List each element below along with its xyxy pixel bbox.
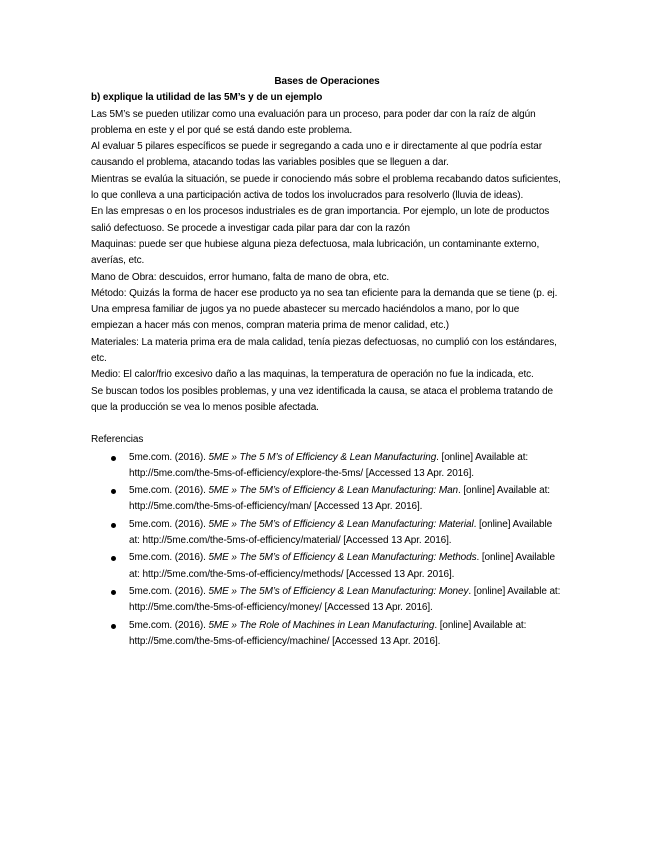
reference-title: 5ME » The 5M’s of Efficiency & Lean Manufacturing: Material [208,518,474,530]
paragraph-conclusion: Se buscan todos los posibles problemas, y una vez identificada la causa, se ataca el problema tratando de que la producción se vea lo menos posible afectada. [91,385,554,413]
reference-access: . [online] Available at: http://5me.com/the-5ms-of-efficiency/machine/ [Accessed 13 Apr. 2016]. [129,619,527,647]
reference-item [91,584,563,617]
reference-title: 5ME » The 5M’s of Efficiency & Lean Manufacturing: Methods [208,552,477,564]
reference-access: . [online] Available at: http://5me.com/the-5ms-of-efficiency/explore-the-5ms/ [Accessed 13 Apr. 2016]. [129,451,529,479]
reference-source: 5me.com. (2016). [129,485,209,497]
paragraph-machines: Maquinas: puede ser que hubiese alguna pieza defectuosa, mala lubricación, un contaminante externo, averías, etc. [91,238,540,267]
paragraph-intro: Las 5M’s se pueden utilizar como una evaluación para un proceso, para poder dar con la raíz de algún problema en este y el por qué se está dando este problema. [91,108,536,136]
reference-item [91,483,563,516]
reference-title: 5ME » The 5M’s of Efficiency & Lean Manufacturing: Money [208,585,469,597]
reference-access: . [online] Available at: http://5me.com/the-5ms-of-efficiency/money/ [Accessed 13 Apr. 2016]. [129,585,561,614]
paragraph-labor: Mano de Obra: descuidos, error humano, falta de mano de obra, etc. [91,271,390,283]
reference-access: . [online] Available at: http://5me.com/the-5ms-of-efficiency/material/ [Accessed 13 Apr. 2016]. [129,518,553,547]
paragraph-brainstorm: Mientras se evalúa la situación, se puede ir conociendo más sobre el problema recabando datos suficientes, lo que conlleva a una participación activa de todos los involucrados para resolverlo (lluvia de ideas). [91,173,561,202]
paragraph-evaluation: Al evaluar 5 pilares específicos se puede ir segregando a cada uno e ir directamente al que podría estar causando el problema, atacando todas las variables posibles que se lleguen a dar. [91,141,542,169]
reference-item [91,450,563,483]
paragraph-materials: Materiales: La materia prima era de mala calidad, tenía piezas defectuosas, no cumplió con los estándares, etc. [91,336,557,365]
document-title: Bases de Operaciones [274,76,380,87]
reference-title: 5ME » The 5 M’s of Efficiency & Lean Manufacturing [208,451,437,463]
reference-title: 5ME » The Role of Machines in Lean Manufacturing [208,619,435,631]
reference-item [91,517,563,550]
reference-source: 5me.com. (2016). [129,518,209,530]
bullet-icon [111,456,116,461]
reference-source: 5me.com. (2016). [129,585,209,597]
question-heading: b) explique la utilidad de las 5M’s y de un ejemplo [91,92,323,104]
bullet-icon [111,590,116,595]
paragraph-environment: Medio: El calor/frio excesivo daño a las maquinas, la temperatura de operación no fue la indicada, etc. [91,369,534,381]
reference-source: 5me.com. (2016). [129,619,209,631]
reference-source: 5me.com. (2016). [129,552,209,564]
paragraph-example: En las empresas o en los procesos industriales es de gran importancia. Por ejemplo, un lote de productos salió defectuoso. Se procede a investigar cada pilar para dar con la razón [91,206,550,234]
references-list [91,450,563,651]
reference-access: . [online] Available at: http://5me.com/the-5ms-of-efficiency/man/ [Accessed 13 Apr. 2016]. [129,485,550,513]
reference-item [91,618,563,651]
bullet-icon [111,523,116,528]
references-heading: Referencias [91,434,144,446]
paragraph-method: Método: Quizás la forma de hacer ese producto ya no sea tan eficiente para la demanda que se tiene (p. ej. Una empresa familiar de jugos ya no puede abastecer su mercado haciéndolos a mano, por lo que empiezan a hacer más con menos, compran materia prima de menor calidad, etc.) [91,287,558,332]
reference-item [91,550,563,583]
bullet-icon [111,624,116,629]
reference-title: 5ME » The 5M’s of Efficiency & Lean Manufacturing: Man [208,485,458,497]
bullet-icon [111,556,116,561]
reference-source: 5me.com. (2016). [129,451,209,463]
bullet-icon [111,489,116,494]
reference-access: . [online] Available at: http://5me.com/the-5ms-of-efficiency/methods/ [Accessed 13 Apr. 2016]. [129,552,555,580]
document-body [91,74,563,651]
